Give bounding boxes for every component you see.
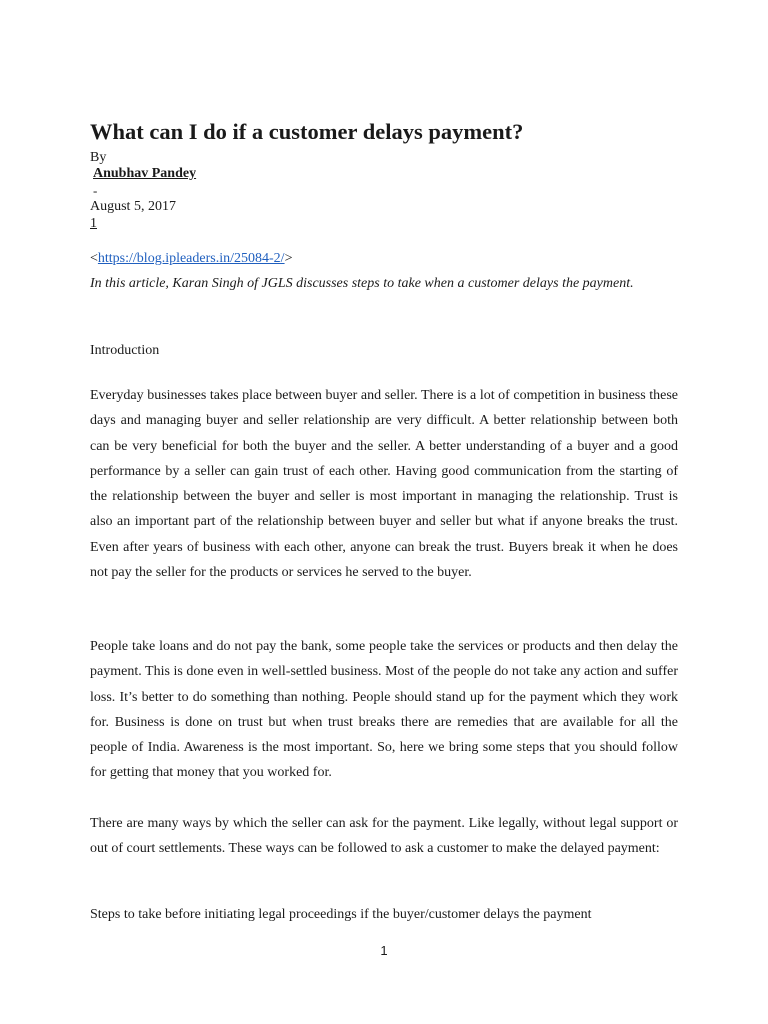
section-heading-steps: Steps to take before initiating legal proceedings if the buyer/customer delays the payment [90,907,592,922]
url-open-bracket: < [90,251,98,266]
source-url-link[interactable]: https://blog.ipleaders.in/25084-2/ [97,251,285,266]
section-heading-introduction: Introduction [90,343,160,358]
url-close-bracket: > [284,251,293,266]
paragraph: People take loans and do not pay the bank, some people take the services or products and then delay the payment. This is done even in well-settled business. Most of the people do not take any action and suffer loss. It’s better to do something than nothing. People should stand up for the payment which they work for. Business is done on trust but when trust breaks there are remedies that are available for all the people of India. Awareness is the most important. So, here we bring some steps that you should follow for getting that money that you worked for. [90,639,678,781]
by-label: By [90,150,107,165]
author-link[interactable]: Anubhav Pandey [93,166,197,181]
paragraph: Everyday businesses takes place between buyer and seller. There is a lot of competition in business these days and managing buyer and seller relationship are very difficult. A better relationship between both can be very beneficial for both the buyer and the seller. A better understanding of a buyer and a good performance by a seller can gain trust of each other. Having good communication from the starting of the relationship between the buyer and seller is most important in managing the relationship. Trust is also an important part of the relationship between buyer and seller but what if anyone breaks the trust. Even after years of business with each other, anyone can break the trust. Buyers break it when he does not pay the seller for the products or services he served to the buyer. [90,388,678,581]
article-title: What can I do if a customer delays payment? [90,119,524,144]
page-number: 1 [380,943,388,958]
paragraph: There are many ways by which the seller can ask for the payment. Like legally, without legal support or out of court settlements. These ways can be followed to ask a customer to make the delayed payment: [90,816,678,857]
meta-separator: - [93,183,98,198]
comment-count-link[interactable]: 1 [90,216,97,231]
article-summary: In this article, Karan Singh of JGLS discusses steps to take when a customer delays the payment. [90,276,634,291]
source-url-line [90,251,292,267]
publish-date: August 5, 2017 [90,199,176,214]
